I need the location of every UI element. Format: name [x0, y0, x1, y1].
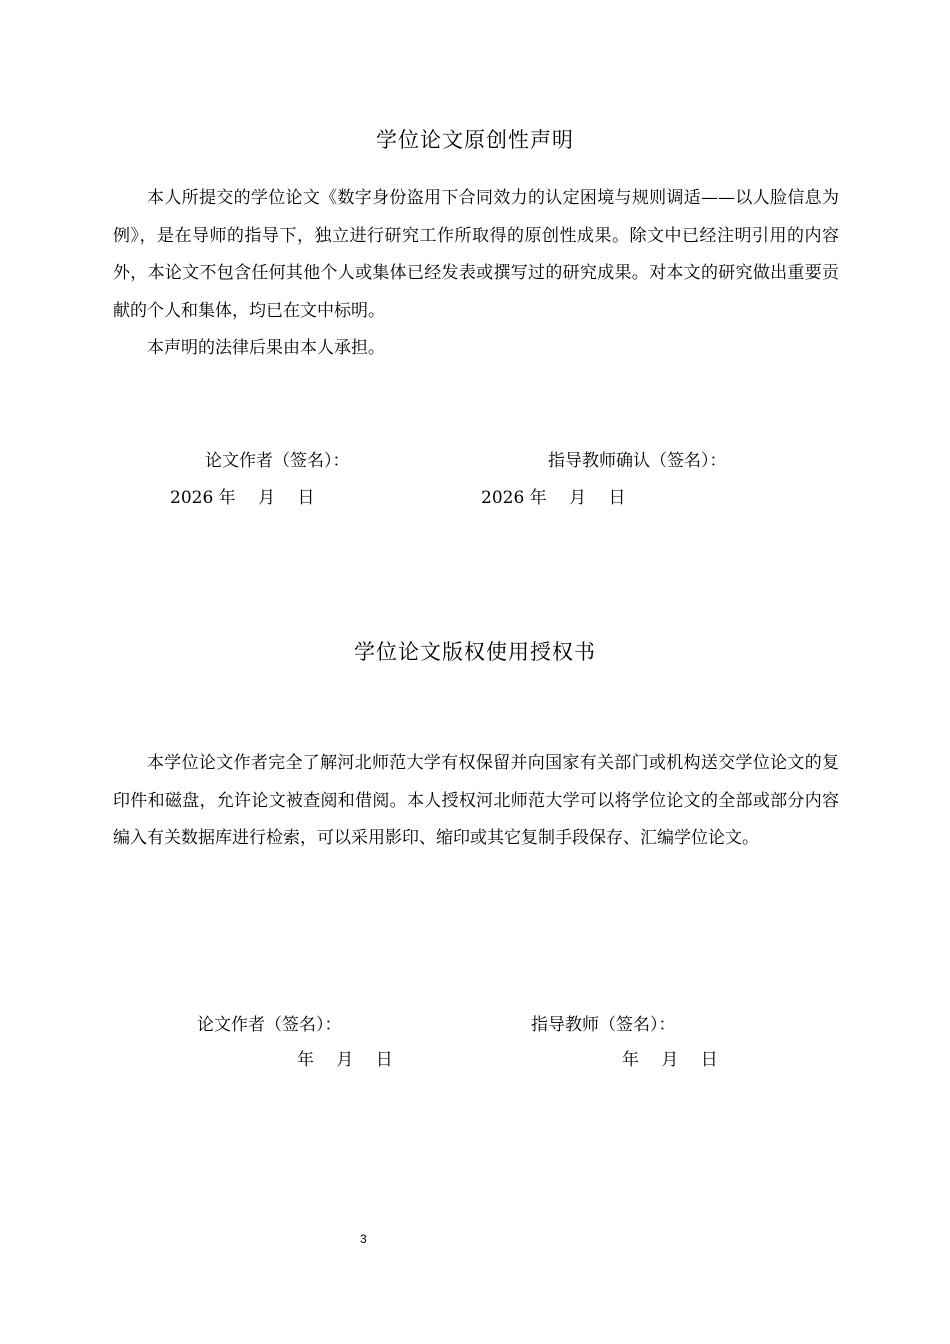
declaration-supervisor-signature-label: 指导教师确认（签名）： — [548, 451, 727, 471]
declaration-author-signature-label: 论文作者（签名）： — [205, 451, 350, 471]
authorization-author-signature-label: 论文作者（签名）： — [197, 1015, 342, 1035]
declaration-body: 本人所提交的学位论文《数字身份盗用下合同效力的认定困境与规则调适——以人脸信息为例》，是在导师的指导下，独立进行研究工作所取得的原创性成果。除文中已经注明引用的内容外，本论文不包含任何其他个人或集体已经发表或撰写过的研究成果。对本文的研究做出重要贡献的个人和集体，均已在文中标明。 — [113, 188, 839, 321]
declaration-liability: 本声明的法律后果由本人承担。 — [147, 338, 385, 358]
page-number: 3 — [360, 1232, 367, 1246]
declaration-author-date: 2026 年 月 日 — [170, 488, 315, 508]
authorization-body: 本学位论文作者完全了解河北师范大学有权保留并向国家有关部门或机构送交学位论文的复印件和磁盘，允许论文被查阅和借阅。本人授权河北师范大学可以将学位论文的全部或部分内容编入有关数据库进行检索，可以采用影印、缩印或其它复制手段保存、汇编学位论文。 — [113, 753, 839, 848]
authorization-supervisor-signature-label: 指导教师（签名）： — [531, 1015, 676, 1035]
authorization-author-date: 年 月 日 — [297, 1050, 393, 1070]
declaration-supervisor-date: 2026 年 月 日 — [481, 488, 626, 508]
declaration-title: 学位论文原创性声明 — [376, 128, 574, 152]
authorization-supervisor-date: 年 月 日 — [622, 1050, 718, 1070]
authorization-title: 学位论文版权使用授权书 — [354, 640, 596, 664]
